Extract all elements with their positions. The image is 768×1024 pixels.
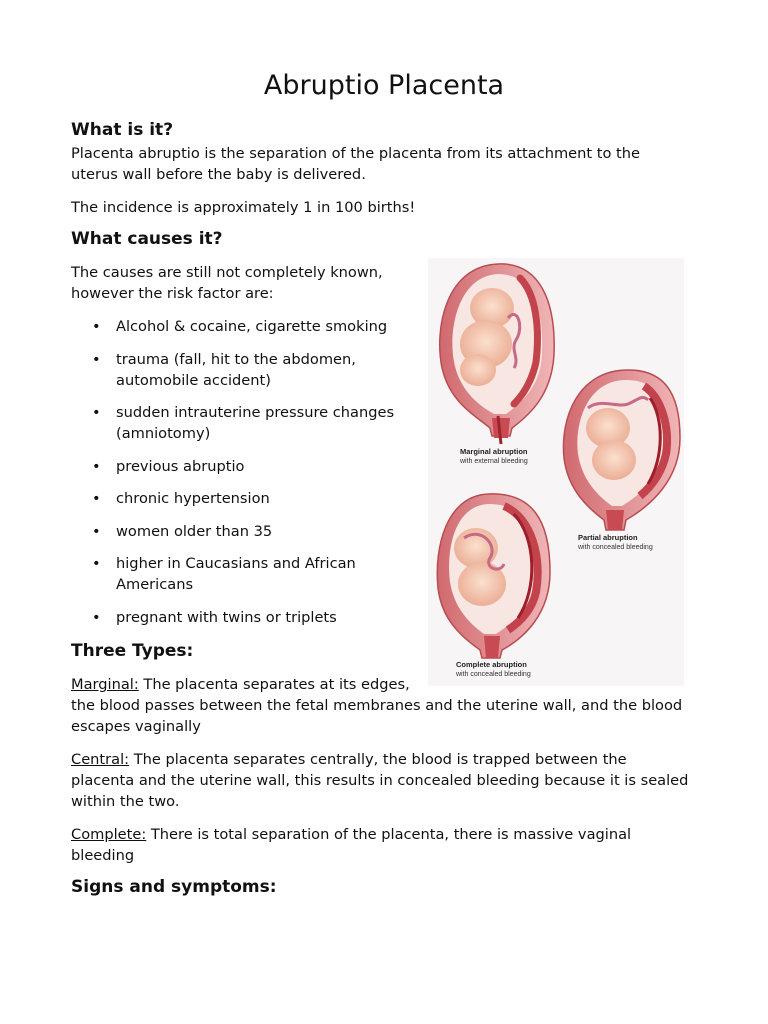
list-item-text: trauma (fall, hit to the abdomen, [116, 350, 356, 368]
bullet-icon: • [92, 318, 101, 335]
abruption-illustration [428, 258, 684, 686]
complete-label: Complete: [71, 826, 147, 843]
bullet-icon: • [92, 555, 101, 572]
causes-intro-line-2: however the risk factor are: [71, 285, 274, 302]
caption-complete-title: Complete abruption [456, 660, 527, 669]
list-item [71, 349, 411, 391]
page-title: Abruptio Placenta [263, 70, 505, 101]
list-item [71, 402, 411, 444]
abruption-diagram [428, 258, 684, 686]
list-item-text: automobile accident) [116, 371, 271, 389]
bullet-icon: • [92, 457, 101, 475]
central-line-2: placenta and the uterine wall, this results in concealed bleeding because it is sealed [71, 772, 689, 789]
list-item [71, 456, 411, 477]
list-item-text: Americans [116, 576, 194, 593]
list-item-text: pregnant with twins or triplets [116, 608, 337, 626]
list-item [71, 316, 411, 337]
marginal-label: Marginal: [71, 676, 139, 693]
definition-line-2: uterus wall before the baby is delivered. [71, 166, 366, 183]
marginal-line-3: escapes vaginally [71, 718, 201, 735]
central-line-3: within the two. [71, 793, 180, 810]
bullet-icon: • [92, 608, 101, 626]
marginal-line-1 [71, 674, 410, 695]
caption-partial-sub: with concealed bleeding [578, 544, 653, 551]
list-item-text: previous abruptio [116, 457, 245, 475]
risk-factor-list [71, 316, 411, 639]
list-item-text: higher in Caucasians and African [116, 555, 356, 572]
caption-marginal-sub: with external bleeding [460, 458, 528, 465]
bullet-icon: • [92, 490, 101, 507]
heading-what-is-it: What is it? [71, 120, 174, 140]
complete-text-1: There is total separation of the placenta, there is massive vaginal [146, 826, 632, 843]
complete-line-2: bleeding [71, 847, 135, 864]
list-item [71, 488, 411, 509]
list-item [71, 553, 411, 595]
heading-signs-symptoms: Signs and symptoms: [71, 877, 277, 897]
central-label: Central: [71, 751, 130, 768]
caption-complete-sub: with concealed bleeding [456, 671, 531, 678]
bullet-icon: • [92, 522, 101, 540]
heading-what-causes-it: What causes it? [71, 229, 223, 249]
list-item-text: Alcohol & cocaine, cigarette smoking [116, 318, 388, 335]
bullet-icon: • [92, 350, 101, 368]
list-item-text: sudden intrauterine pressure changes [116, 404, 395, 421]
definition-line-1: Placenta abruptio is the separation of the placenta from its attachment to the [71, 145, 641, 162]
caption-partial-title: Partial abruption [578, 533, 638, 542]
complete-line-1 [71, 824, 631, 845]
marginal-line-2: the blood passes between the fetal membranes and the uterine wall, and the blood [71, 697, 683, 714]
list-item [71, 607, 411, 628]
central-text-1: The placenta separates centrally, the blood is trapped between the [129, 751, 627, 768]
incidence-text: The incidence is approximately 1 in 100 births! [71, 199, 416, 216]
list-item-text: women older than 35 [116, 522, 273, 540]
list-item-text: chronic hypertension [116, 490, 270, 507]
bullet-icon: • [92, 404, 101, 421]
marginal-text-1: The placenta separates at its edges, [138, 676, 410, 693]
caption-marginal-title: Marginal abruption [460, 447, 528, 456]
causes-intro-line-1: The causes are still not completely known, [71, 264, 383, 281]
list-item [71, 521, 411, 542]
heading-three-types: Three Types: [71, 641, 194, 661]
list-item-text: (amniotomy) [116, 425, 211, 442]
central-line-1 [71, 749, 627, 770]
